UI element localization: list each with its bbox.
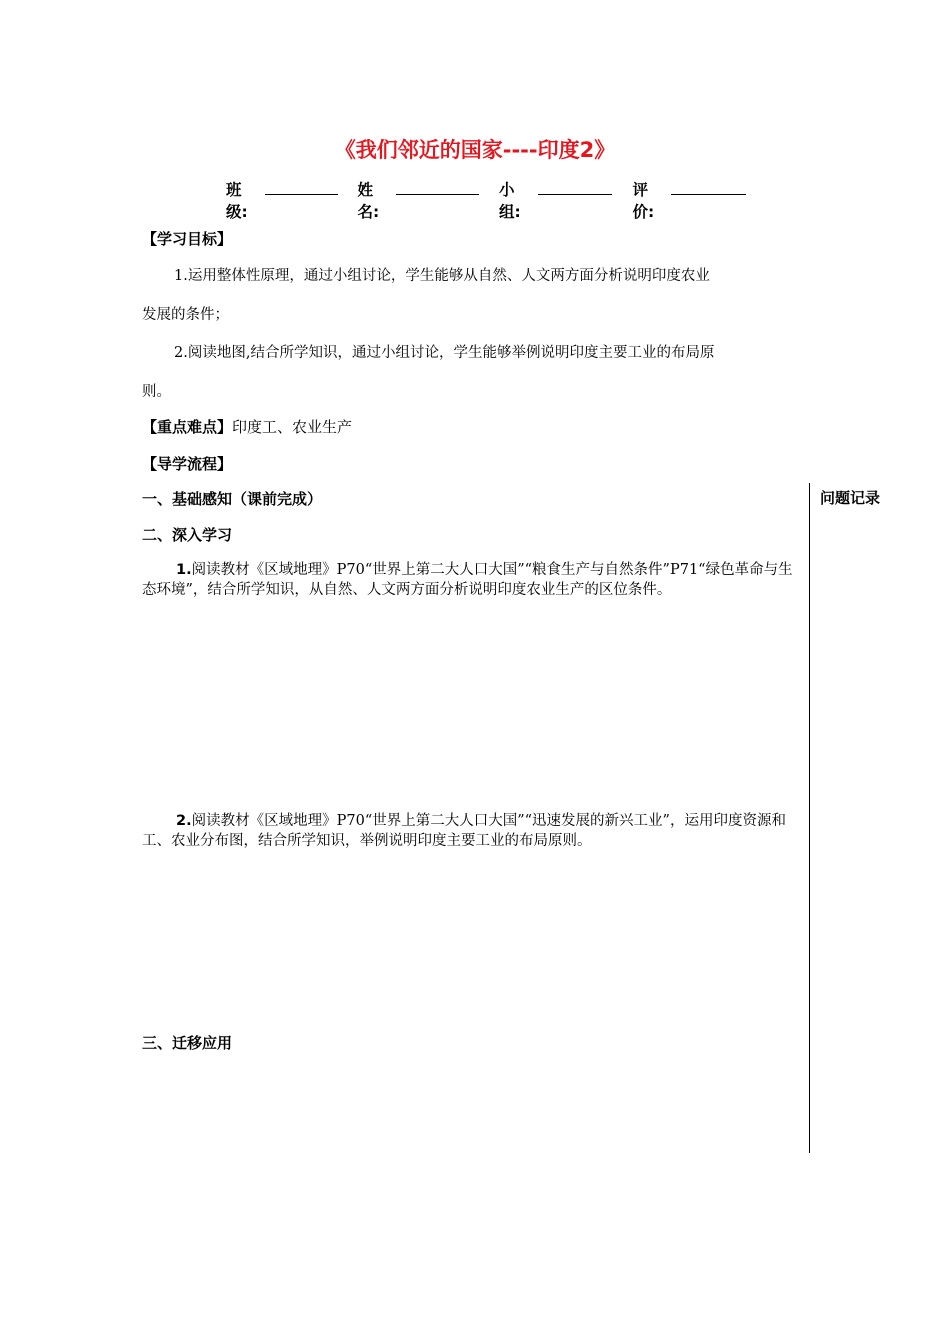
name-label: 姓名:: [357, 181, 380, 221]
class-blank[interactable]: [265, 180, 338, 195]
question-2-number: 2.: [176, 813, 192, 829]
objective-2-line-1: 2.阅读地图,结合所学知识，通过小组讨论，学生能够举例说明印度主要工业的布局原: [174, 345, 715, 361]
objective-2-line-2: 则。: [142, 384, 171, 400]
section-deep-heading: 二、深入学习: [142, 526, 233, 544]
objectives-heading: 【学习目标】: [142, 230, 233, 248]
evaluation-field: [632, 178, 746, 222]
question-1-number: 1.: [176, 562, 192, 578]
objective-1-line-1: 1.运用整体性原理，通过小组讨论，学生能够从自然、人文两方面分析说明印度农业: [174, 268, 710, 284]
evaluation-blank[interactable]: [671, 180, 746, 195]
name-field: [358, 178, 479, 222]
document-title: 《我们邻近的国家----印度2》: [334, 138, 616, 162]
question-notes-label: 问题记录: [820, 489, 881, 507]
name-blank[interactable]: [396, 180, 479, 195]
question-2: [142, 811, 807, 851]
group-blank[interactable]: [538, 180, 613, 195]
section-transfer-heading: 三、迁移应用: [142, 1034, 233, 1052]
question-2-text: 阅读教材《区域地理》P70“世界上第二大人口大国”“迅速发展的新兴工业”，运用印度资源和工、农业分布图，结合所学知识，举例说明印度主要工业的布局原则。: [142, 813, 786, 849]
process-heading: 【导学流程】: [142, 455, 233, 473]
class-field: [226, 178, 338, 222]
objective-1-line-2: 发展的条件；: [142, 307, 229, 323]
group-field: [499, 178, 613, 222]
key-points-text: 印度工、农业生产: [232, 418, 353, 436]
key-points-heading: 【重点难点】: [142, 418, 233, 436]
question-1: [142, 560, 807, 600]
key-points-row: [142, 416, 352, 437]
question-1-text: 阅读教材《区域地理》P70“世界上第二大人口大国”“粮食生产与自然条件”P71“绿色革命与生态环境”，结合所学知识，从自然、人文两方面分析说明印度农业生产的区位条件。: [142, 562, 793, 598]
student-info-row: [226, 178, 766, 222]
evaluation-label: 评价:: [632, 181, 655, 221]
group-label: 小组:: [498, 181, 521, 221]
class-label: 班级:: [226, 181, 248, 221]
section-basic-heading: 一、基础感知（课前完成）: [142, 490, 323, 508]
notes-column-divider: [809, 483, 810, 1153]
